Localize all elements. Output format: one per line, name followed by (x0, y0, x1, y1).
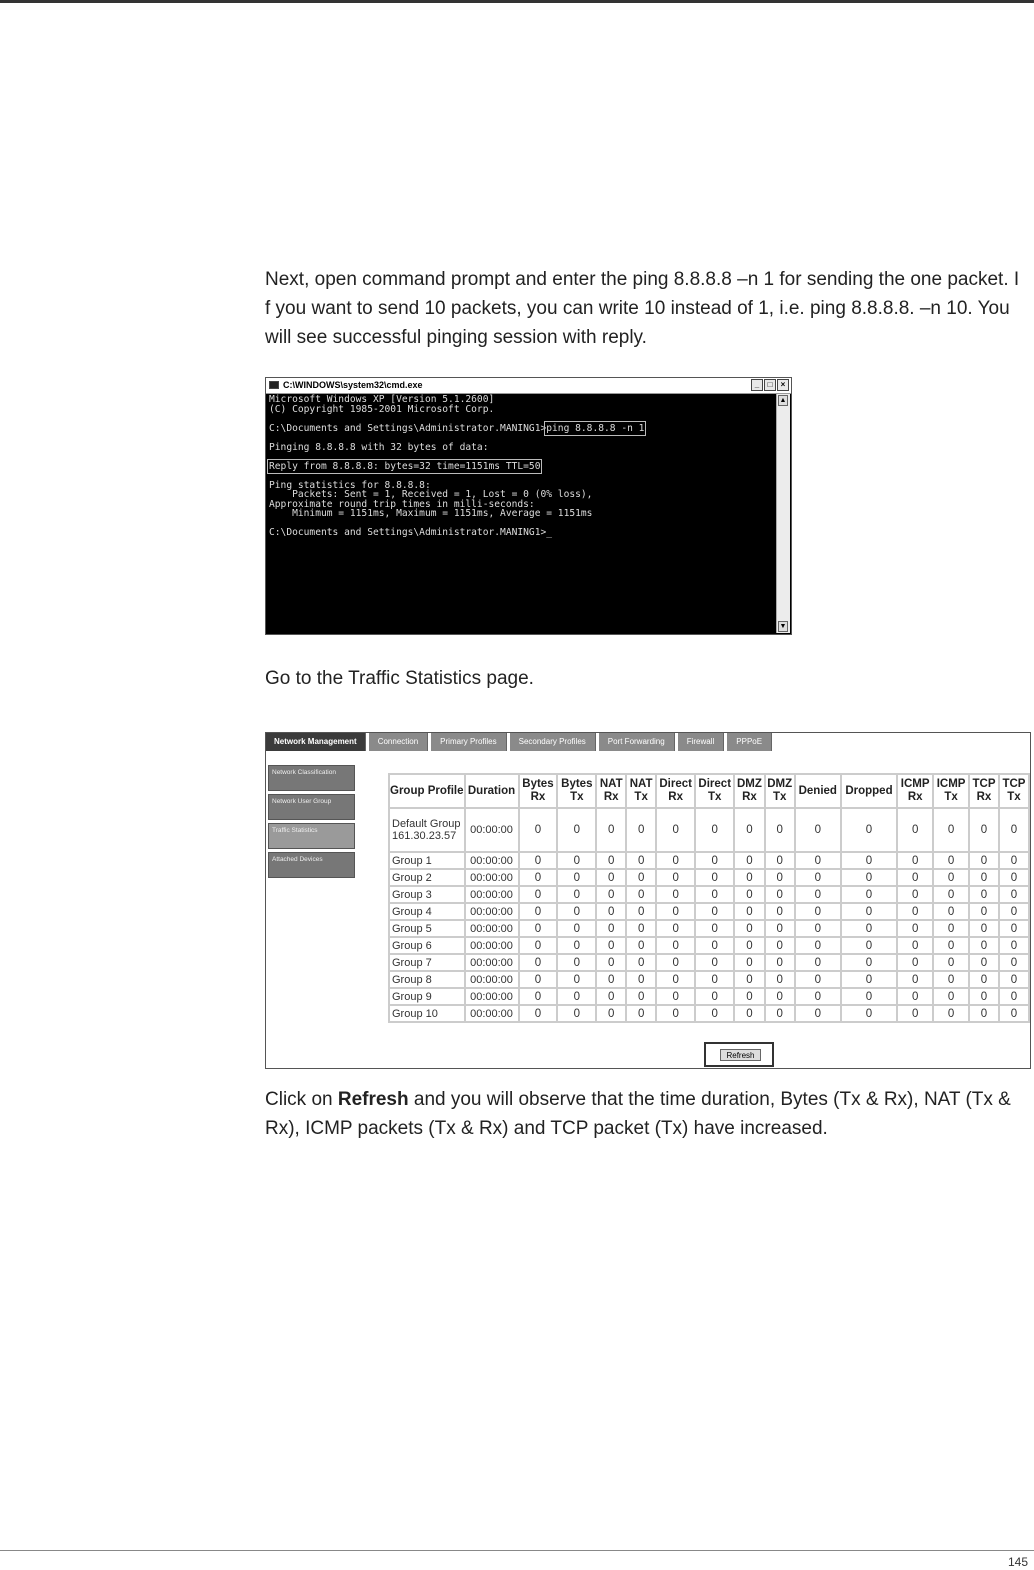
column-header: ICMP Tx (933, 774, 969, 808)
counter-cell: 0 (596, 954, 626, 971)
group-name-cell: Group 6 (389, 937, 465, 954)
counter-cell: 0 (969, 954, 999, 971)
duration-cell: 00:00:00 (465, 852, 519, 869)
counter-cell: 0 (734, 954, 764, 971)
counter-cell: 0 (557, 971, 596, 988)
duration-cell: 00:00:00 (465, 1005, 519, 1022)
counter-cell: 0 (795, 1005, 841, 1022)
counter-cell: 0 (656, 971, 695, 988)
duration-cell: 00:00:00 (465, 808, 519, 852)
counter-cell: 0 (656, 920, 695, 937)
result-suffix: and you will observe that the time duration, Bytes (Tx & Rx), NAT (Tx & Rx), ICMP packets (Tx & Rx) and TCP packet (Tx) have increased. (265, 1089, 1011, 1139)
counter-cell: 0 (795, 886, 841, 903)
counter-cell: 0 (519, 886, 558, 903)
table-row (389, 954, 1029, 971)
counter-cell: 0 (596, 903, 626, 920)
counter-cell: 0 (626, 886, 656, 903)
counter-cell: 0 (969, 869, 999, 886)
column-header: DMZ Rx (734, 774, 764, 808)
counter-cell: 0 (596, 988, 626, 1005)
column-header: TCP Rx (969, 774, 999, 808)
group-name-cell: Group 2 (389, 869, 465, 886)
counter-cell: 0 (795, 954, 841, 971)
counter-cell: 0 (656, 886, 695, 903)
table-row (389, 869, 1029, 886)
counter-cell: 0 (765, 808, 795, 852)
tab-bar (266, 733, 772, 751)
counter-cell: 0 (765, 988, 795, 1005)
sidebar-item-attached-devices[interactable]: Attached Devices (268, 852, 355, 878)
cmd-line: Approximate round trip times in milli-seconds: (269, 498, 535, 510)
counter-cell: 0 (596, 920, 626, 937)
counter-cell: 0 (626, 937, 656, 954)
counter-cell: 0 (596, 808, 626, 852)
counter-cell: 0 (999, 869, 1029, 886)
counter-cell: 0 (969, 886, 999, 903)
sidebar-item-network-user-group[interactable]: Network User Group (268, 794, 355, 820)
counter-cell: 0 (626, 808, 656, 852)
counter-cell: 0 (841, 920, 898, 937)
counter-cell: 0 (734, 869, 764, 886)
counter-cell: 0 (626, 971, 656, 988)
top-rule (0, 0, 1034, 3)
counter-cell: 0 (933, 903, 969, 920)
counter-cell: 0 (999, 903, 1029, 920)
counter-cell: 0 (841, 937, 898, 954)
table-row (389, 937, 1029, 954)
counter-cell: 0 (695, 920, 734, 937)
counter-cell: 0 (765, 903, 795, 920)
counter-cell: 0 (969, 971, 999, 988)
table-row (389, 920, 1029, 937)
counter-cell: 0 (519, 920, 558, 937)
counter-cell: 0 (519, 954, 558, 971)
table-row (389, 971, 1029, 988)
cmd-title: C:\WINDOWS\system32\cmd.exe (283, 380, 423, 390)
tab-pppoe[interactable]: PPPoE (727, 733, 772, 751)
sidebar-item-traffic-statistics[interactable]: Traffic Statistics (268, 823, 355, 849)
group-name-cell: Group 5 (389, 920, 465, 937)
counter-cell: 0 (841, 988, 898, 1005)
counter-cell: 0 (695, 869, 734, 886)
counter-cell: 0 (969, 988, 999, 1005)
counter-cell: 0 (734, 886, 764, 903)
counter-cell: 0 (795, 852, 841, 869)
counter-cell: 0 (695, 903, 734, 920)
column-header: Direct Rx (656, 774, 695, 808)
cmd-line: C:\Documents and Settings\Administrator.MANING1>_ (269, 527, 553, 538)
column-header: DMZ Tx (765, 774, 795, 808)
counter-cell: 0 (897, 1005, 933, 1022)
group-name-cell: Group 9 (389, 988, 465, 1005)
group-name-cell: Group 10 (389, 1005, 465, 1022)
counter-cell: 0 (765, 971, 795, 988)
counter-cell: 0 (695, 808, 734, 852)
duration-cell: 00:00:00 (465, 988, 519, 1005)
tab-connection[interactable]: Connection (369, 733, 428, 751)
counter-cell: 0 (897, 808, 933, 852)
counter-cell: 0 (999, 808, 1029, 852)
table-header-row (389, 774, 1029, 808)
counter-cell: 0 (626, 920, 656, 937)
counter-cell: 0 (596, 869, 626, 886)
counter-cell: 0 (656, 903, 695, 920)
counter-cell: 0 (734, 903, 764, 920)
group-name-cell: Group 4 (389, 903, 465, 920)
scroll-down-icon[interactable]: ▼ (779, 623, 787, 630)
counter-cell: 0 (656, 1005, 695, 1022)
counter-cell: 0 (734, 920, 764, 937)
counter-cell: 0 (557, 869, 596, 886)
counter-cell: 0 (897, 937, 933, 954)
counter-cell: 0 (557, 920, 596, 937)
counter-cell: 0 (897, 852, 933, 869)
cmd-command-highlight: ping 8.8.8.8 -n 1 (546, 422, 645, 434)
counter-cell: 0 (841, 808, 898, 852)
instruction-paragraph: Go to the Traffic Statistics page. (265, 668, 534, 689)
counter-cell: 0 (519, 971, 558, 988)
counter-cell: 0 (656, 808, 695, 852)
counter-cell: 0 (557, 903, 596, 920)
counter-cell: 0 (933, 886, 969, 903)
column-header: Bytes Rx (519, 774, 558, 808)
cmd-prompt-line (269, 424, 775, 434)
result-paragraph (265, 1085, 1025, 1143)
counter-cell: 0 (734, 971, 764, 988)
counter-cell: 0 (519, 869, 558, 886)
tab-port-forwarding[interactable]: Port Forwarding (599, 733, 675, 751)
counter-cell: 0 (765, 886, 795, 903)
counter-cell: 0 (969, 852, 999, 869)
counter-cell: 0 (765, 954, 795, 971)
counter-cell: 0 (999, 886, 1029, 903)
duration-cell: 00:00:00 (465, 920, 519, 937)
counter-cell: 0 (795, 920, 841, 937)
counter-cell: 0 (695, 886, 734, 903)
tab-secondary-profiles[interactable]: Secondary Profiles (510, 733, 596, 751)
counter-cell: 0 (841, 886, 898, 903)
counter-cell: 0 (969, 937, 999, 954)
cmd-reply-line (269, 462, 775, 472)
traffic-statistics-screenshot (265, 732, 1031, 1069)
counter-cell: 0 (626, 954, 656, 971)
counter-cell: 0 (999, 971, 1029, 988)
column-header: Direct Tx (695, 774, 734, 808)
refresh-highlight (704, 1042, 774, 1067)
counter-cell: 0 (969, 1005, 999, 1022)
bottom-rule (0, 1550, 1034, 1551)
cmd-line: (C) Copyright 1985-2001 Microsoft Corp. (269, 403, 495, 415)
cmd-line: Ping statistics for 8.8.8.8: (269, 479, 431, 491)
refresh-button[interactable]: Refresh (720, 1049, 761, 1061)
counter-cell: 0 (626, 903, 656, 920)
counter-cell: 0 (933, 852, 969, 869)
counter-cell: 0 (969, 808, 999, 852)
cmd-prompt: C:\Documents and Settings\Administrator.MANING1> (269, 422, 547, 434)
traffic-statistics-table (388, 773, 1030, 1023)
counter-cell: 0 (734, 808, 764, 852)
duration-cell: 00:00:00 (465, 903, 519, 920)
counter-cell: 0 (734, 937, 764, 954)
counter-cell: 0 (765, 1005, 795, 1022)
column-header: TCP Tx (999, 774, 1029, 808)
counter-cell: 0 (519, 852, 558, 869)
counter-cell: 0 (897, 954, 933, 971)
counter-cell: 0 (795, 903, 841, 920)
counter-cell: 0 (841, 954, 898, 971)
counter-cell: 0 (626, 988, 656, 1005)
result-prefix: Click on (265, 1089, 338, 1110)
counter-cell: 0 (734, 1005, 764, 1022)
counter-cell: 0 (999, 852, 1029, 869)
duration-cell: 00:00:00 (465, 886, 519, 903)
table-row (389, 988, 1029, 1005)
counter-cell: 0 (933, 808, 969, 852)
column-header: NAT Tx (626, 774, 656, 808)
counter-cell: 0 (734, 988, 764, 1005)
counter-cell: 0 (795, 869, 841, 886)
cmd-reply-highlight: Reply from 8.8.8.8: bytes=32 time=1151ms TTL=50 (269, 460, 541, 472)
counter-cell: 0 (795, 808, 841, 852)
counter-cell: 0 (999, 920, 1029, 937)
counter-cell: 0 (519, 937, 558, 954)
counter-cell: 0 (695, 988, 734, 1005)
duration-cell: 00:00:00 (465, 937, 519, 954)
counter-cell: 0 (841, 971, 898, 988)
counter-cell: 0 (897, 869, 933, 886)
counter-cell: 0 (969, 903, 999, 920)
table-row (389, 808, 1029, 852)
counter-cell: 0 (519, 1005, 558, 1022)
counter-cell: 0 (897, 903, 933, 920)
counter-cell: 0 (999, 988, 1029, 1005)
counter-cell: 0 (897, 988, 933, 1005)
table-row (389, 886, 1029, 903)
group-name-cell: Default Group 161.30.23.57 (389, 808, 465, 852)
cmd-window (265, 377, 792, 635)
counter-cell: 0 (519, 903, 558, 920)
table-row (389, 903, 1029, 920)
column-header: Dropped (841, 774, 898, 808)
counter-cell: 0 (933, 954, 969, 971)
column-header: Group Profile (389, 774, 465, 808)
counter-cell: 0 (933, 988, 969, 1005)
tab-firewall[interactable]: Firewall (678, 733, 725, 751)
counter-cell: 0 (557, 988, 596, 1005)
counter-cell: 0 (557, 852, 596, 869)
sidebar (268, 765, 355, 881)
counter-cell: 0 (969, 920, 999, 937)
duration-cell: 00:00:00 (465, 954, 519, 971)
counter-cell: 0 (841, 1005, 898, 1022)
window-controls (751, 379, 789, 391)
group-name-cell: Group 7 (389, 954, 465, 971)
duration-cell: 00:00:00 (465, 869, 519, 886)
counter-cell: 0 (557, 937, 596, 954)
close-button[interactable]: × (777, 379, 789, 391)
counter-cell: 0 (596, 1005, 626, 1022)
counter-cell: 0 (519, 988, 558, 1005)
duration-cell: 00:00:00 (465, 971, 519, 988)
counter-cell: 0 (656, 852, 695, 869)
counter-cell: 0 (933, 971, 969, 988)
counter-cell: 0 (557, 954, 596, 971)
counter-cell: 0 (933, 869, 969, 886)
tab-network-management[interactable]: Network Management (266, 733, 366, 751)
counter-cell: 0 (933, 1005, 969, 1022)
vertical-scrollbar[interactable] (776, 394, 790, 633)
counter-cell: 0 (695, 937, 734, 954)
counter-cell: 0 (695, 852, 734, 869)
counter-cell: 0 (999, 954, 1029, 971)
minimize-button[interactable]: _ (751, 379, 763, 391)
counter-cell: 0 (765, 920, 795, 937)
counter-cell: 0 (656, 869, 695, 886)
counter-cell: 0 (999, 937, 1029, 954)
counter-cell: 0 (626, 869, 656, 886)
counter-cell: 0 (557, 886, 596, 903)
page-number: 145 (1007, 1555, 1028, 1569)
maximize-button[interactable]: □ (764, 379, 776, 391)
cmd-line: Packets: Sent = 1, Received = 1, Lost = 0 (0% loss), (269, 489, 593, 500)
counter-cell: 0 (897, 920, 933, 937)
counter-cell: 0 (765, 937, 795, 954)
cmd-line: Microsoft Windows XP [Version 5.1.2600] (269, 394, 495, 405)
counter-cell: 0 (596, 937, 626, 954)
cmd-line: Pinging 8.8.8.8 with 32 bytes of data: (269, 441, 489, 453)
counter-cell: 0 (841, 869, 898, 886)
counter-cell: 0 (596, 971, 626, 988)
counter-cell: 0 (695, 1005, 734, 1022)
scroll-up-icon[interactable]: ▲ (779, 397, 787, 404)
counter-cell: 0 (519, 808, 558, 852)
counter-cell: 0 (841, 903, 898, 920)
counter-cell: 0 (656, 988, 695, 1005)
counter-cell: 0 (626, 852, 656, 869)
counter-cell: 0 (795, 937, 841, 954)
counter-cell: 0 (765, 869, 795, 886)
group-name-cell: Group 1 (389, 852, 465, 869)
cmd-icon (269, 381, 279, 389)
sidebar-item-network-classification[interactable]: Network Classification (268, 765, 355, 791)
column-header: Bytes Tx (557, 774, 596, 808)
tab-primary-profiles[interactable]: Primary Profiles (431, 733, 506, 751)
counter-cell: 0 (656, 954, 695, 971)
column-header: ICMP Rx (897, 774, 933, 808)
group-name-cell: Group 3 (389, 886, 465, 903)
cmd-titlebar (266, 378, 791, 394)
counter-cell: 0 (897, 886, 933, 903)
counter-cell: 0 (656, 937, 695, 954)
table-row (389, 852, 1029, 869)
counter-cell: 0 (933, 920, 969, 937)
counter-cell: 0 (557, 1005, 596, 1022)
counter-cell: 0 (933, 937, 969, 954)
intro-paragraph: Next, open command prompt and enter the ping 8.8.8.8 –n 1 for sending the one packet. I f you want to send 10 packets, you can write 10 instead of 1, i.e. ping 8.8.8.8. –n 10. You will see successful pinging session with reply. (265, 269, 1020, 348)
counter-cell: 0 (626, 1005, 656, 1022)
table-row (389, 1005, 1029, 1022)
counter-cell: 0 (765, 852, 795, 869)
counter-cell: 0 (695, 971, 734, 988)
cmd-line: Minimum = 1151ms, Maximum = 1151ms, Average = 1151ms (269, 508, 593, 519)
counter-cell: 0 (596, 852, 626, 869)
counter-cell: 0 (999, 1005, 1029, 1022)
counter-cell: 0 (695, 954, 734, 971)
counter-cell: 0 (897, 971, 933, 988)
refresh-emphasis: Refresh (337, 1089, 409, 1110)
counter-cell: 0 (596, 886, 626, 903)
counter-cell: 0 (795, 988, 841, 1005)
counter-cell: 0 (557, 808, 596, 852)
column-header: NAT Rx (596, 774, 626, 808)
counter-cell: 0 (795, 971, 841, 988)
counter-cell: 0 (734, 852, 764, 869)
column-header: Denied (795, 774, 841, 808)
group-name-cell: Group 8 (389, 971, 465, 988)
counter-cell: 0 (841, 852, 898, 869)
column-header: Duration (465, 774, 519, 808)
cmd-output[interactable] (269, 395, 775, 632)
